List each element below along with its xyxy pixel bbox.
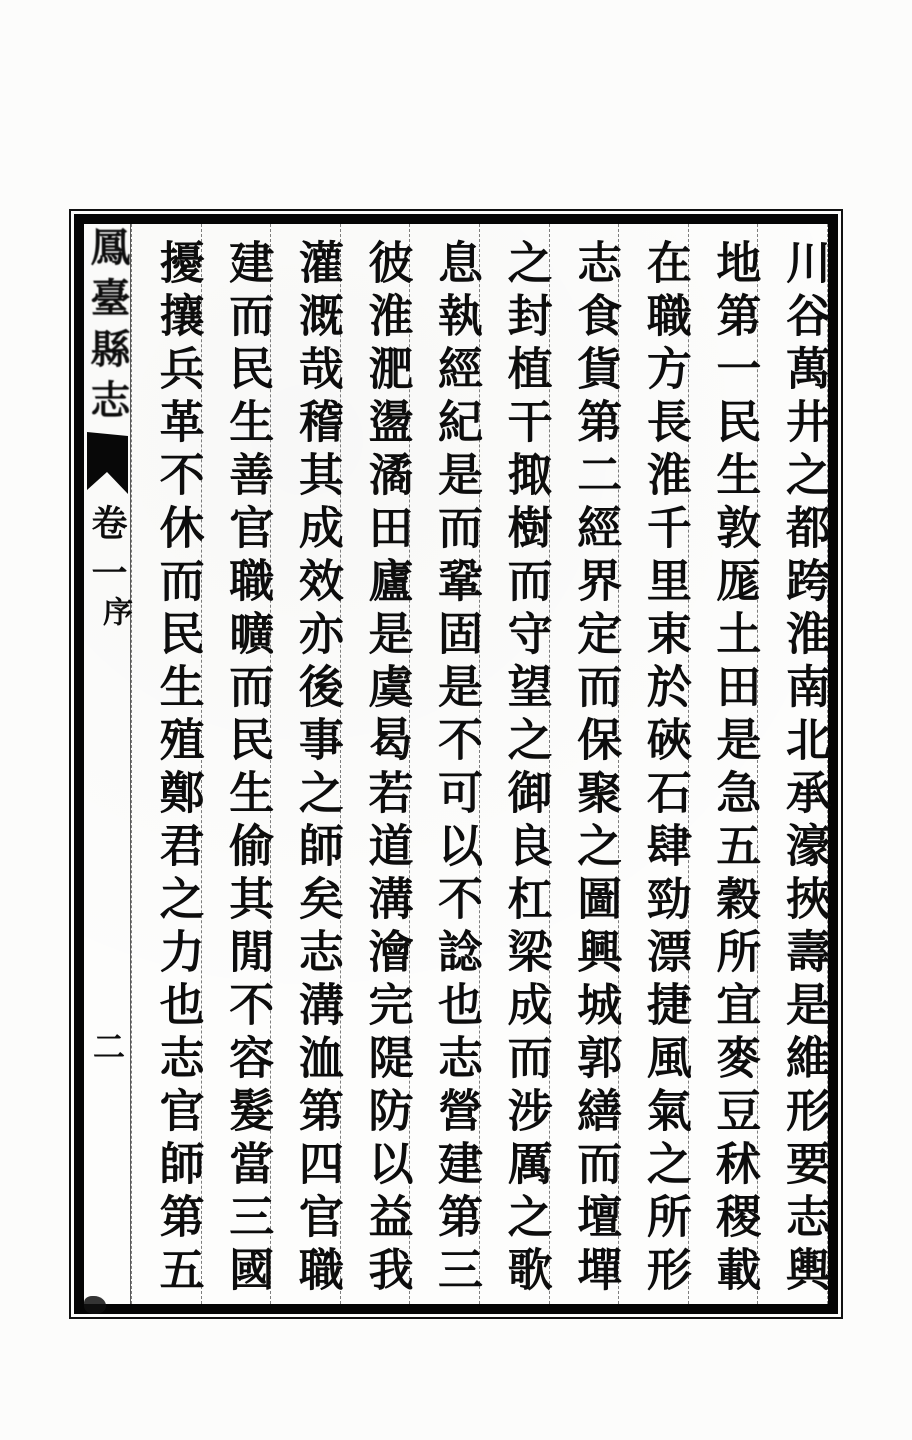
text-columns bbox=[131, 224, 831, 1304]
text-column-8: 灌溉哉稽其成效亦後事之師矣志溝洫第四官職 bbox=[270, 224, 340, 1304]
page-number: 二 bbox=[88, 1030, 126, 1062]
fishtail-icon bbox=[86, 432, 128, 494]
section-label: 序 bbox=[97, 596, 132, 626]
book-title: 鳳臺縣志 bbox=[84, 226, 131, 430]
text-column-4: 志食貨第二經界定而保聚之圖興城郭繕而壇墠 bbox=[549, 224, 619, 1304]
folio-strip bbox=[84, 224, 131, 1304]
volume-label: 卷一 bbox=[86, 504, 128, 604]
text-column-6: 息執經紀是而鞏固是不可以不諗也志營建第三 bbox=[409, 224, 479, 1304]
text-column-9: 建而民生善官職曠而民生偷其閒不容髮當三國 bbox=[201, 224, 271, 1304]
text-column-10: 擾攘兵革不休而民生殖鄭君之力也志官師第五 bbox=[131, 224, 201, 1304]
text-column-1: 川谷萬井之都跨淮南北承濠挾壽是維形要志輿 bbox=[757, 224, 828, 1304]
text-column-2: 地第一民生敦厖土田是急五穀所宜麥豆秫稷載 bbox=[688, 224, 758, 1304]
ink-smudge bbox=[84, 1296, 106, 1314]
text-column-7: 彼淮淝盪潏田廬是虞曷若道溝澮完隄防以益我 bbox=[340, 224, 410, 1304]
text-column-3: 在職方長淮千里束於硤石肆勁漂捷風氣之所形 bbox=[618, 224, 688, 1304]
text-block-frame bbox=[74, 214, 838, 1314]
text-column-5: 之封植干掫樹而守望之御良杠梁成而涉厲之歌 bbox=[479, 224, 549, 1304]
